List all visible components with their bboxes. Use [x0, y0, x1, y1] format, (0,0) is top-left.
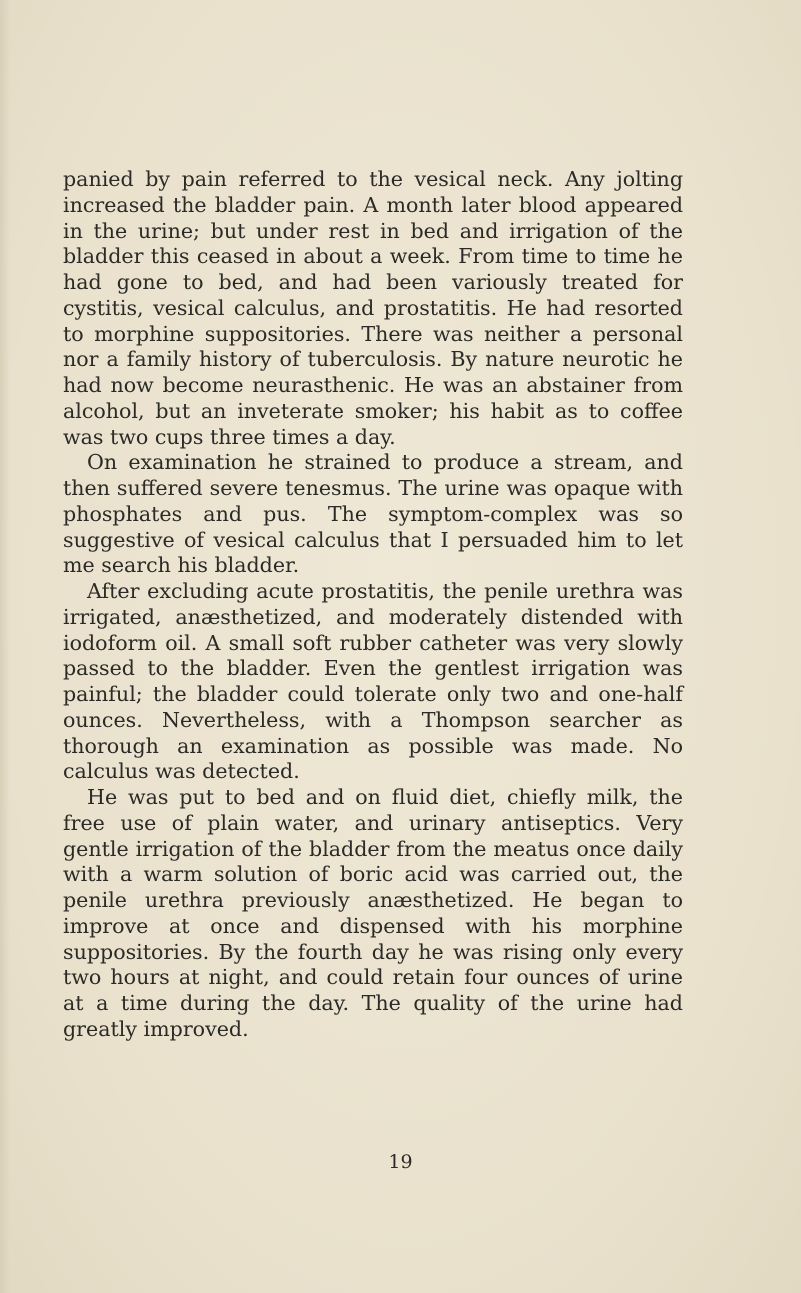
- page-number: 19: [388, 1151, 413, 1173]
- page-binding-shadow: [0, 0, 10, 1293]
- body-text: [63, 167, 683, 1043]
- paragraph-examination: On examination he strained to produce a stream, and then suffered severe tenesmus. The urine was opaque with phosphates and pus. The symptom-complex was so suggestive of vesical calculus that I persuaded him to let me search his bladder.: [63, 450, 683, 578]
- paragraph-procedure: After excluding acute prostatitis, the penile urethra was irrigated, anæsthetized, and moderately distended with iodoform oil. A small soft rubber catheter was very slowly passed to the bladder. Even the gentlest irrigation was painful; the bladder could tolerate only two and one-half ounces. Nevertheless, with a Thompson searcher as thorough an examination as possible was made. No calculus was detected.: [63, 579, 683, 784]
- paragraph-treatment: He was put to bed and on fluid diet, chiefly milk, the free use of plain water, and urinary antiseptics. Very gentle irrigation of the bladder from the meatus once daily with a warm solution of boric acid was carried out, the penile urethra previously anæsthetized. He began to improve at once and dispensed with his morphine suppositories. By the fourth day he was rising only every two hours at night, and could retain four ounces of urine at a time during the day. The quality of the urine had greatly improved.: [63, 785, 683, 1041]
- paragraph-continuation: panied by pain referred to the vesical neck. Any jolting increased the bladder pain. A month later blood appeared in the urine; but under rest in bed and irrigation of the bladder this ceased in about a week. From time to time he had gone to bed, and had been variously treated for cystitis, vesical calculus, and prostatitis. He had resorted to morphine suppositories. There was neither a personal nor a family history of tuberculosis. By nature neurotic he had now become neurasthenic. He was an abstainer from alcohol, but an inveterate smoker; his habit as to coffee was two cups three times a day.: [63, 167, 683, 449]
